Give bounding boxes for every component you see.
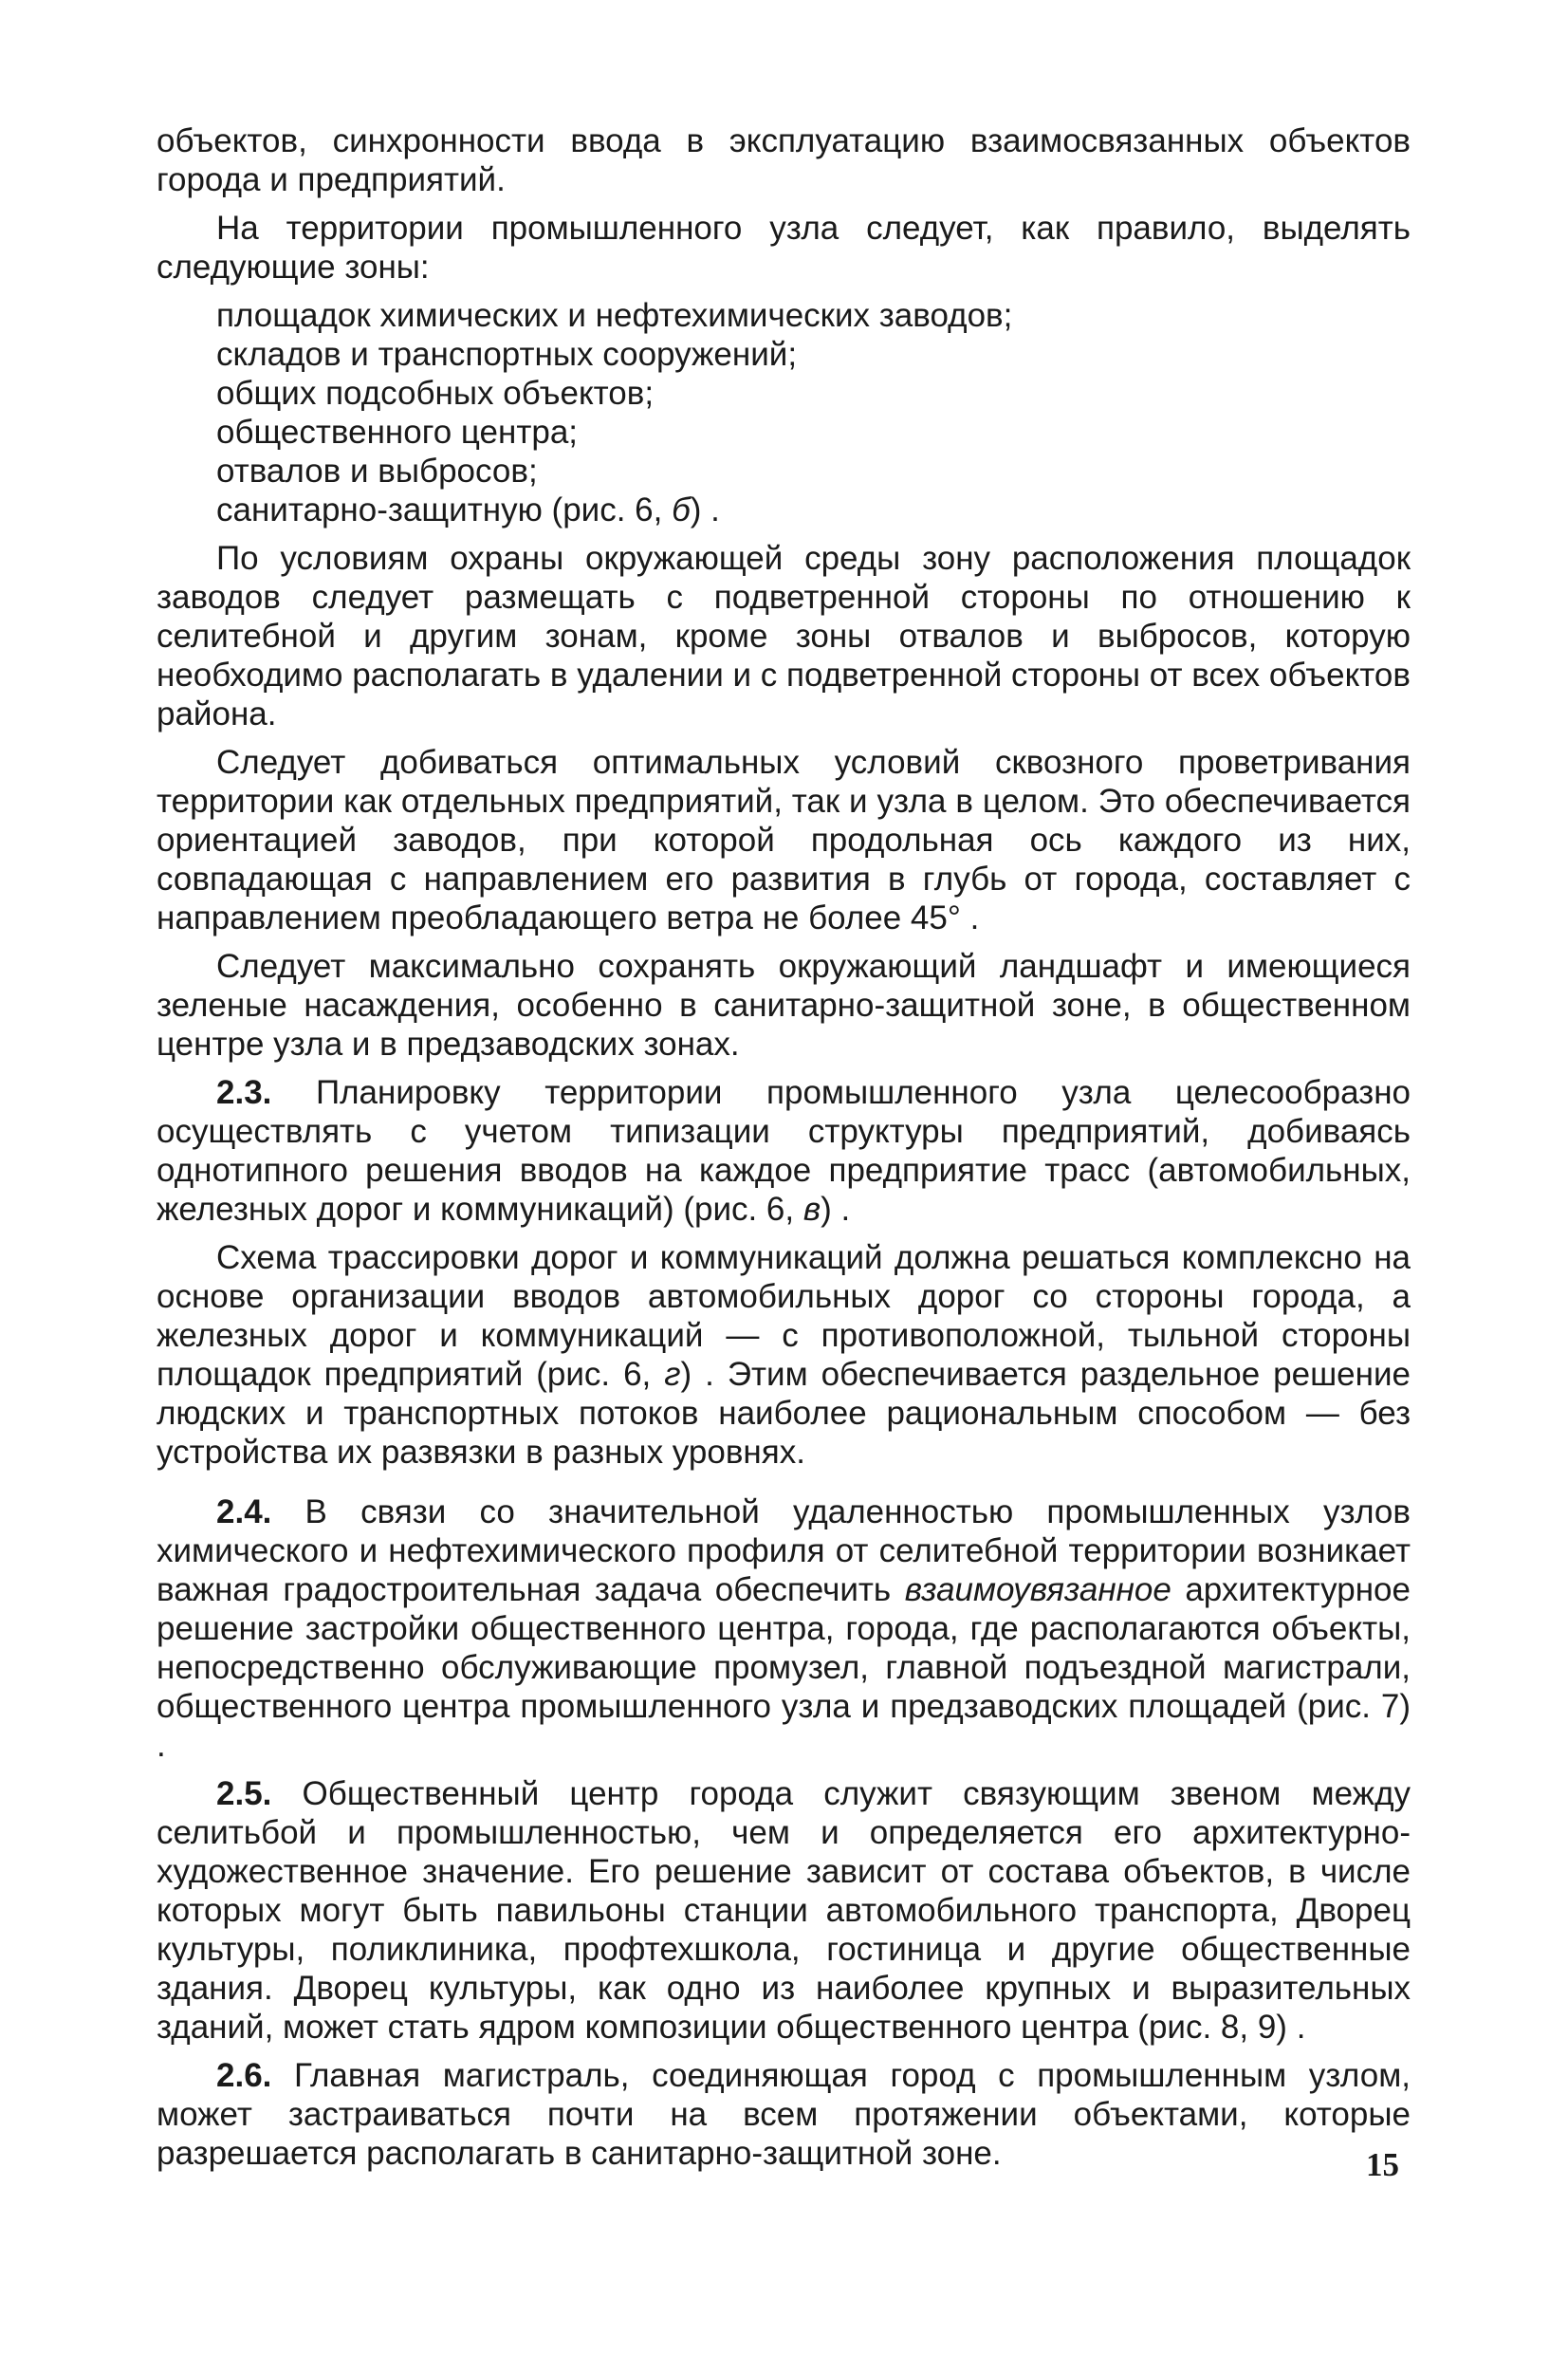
zone-item: отвалов и выбросов; — [216, 453, 538, 490]
section-2-4 — [157, 1492, 1411, 1765]
paragraph-landscape: Следует максимально сохранять окружающий ландшафт и имеющиеся зеленые насаждения, особенно в санитарно-защитной зоне, в общественном центре узла и в предзаводских зонах. — [157, 948, 1411, 1063]
section-2-6 — [157, 2056, 1411, 2173]
section-number: 2.6. — [216, 2057, 272, 2094]
figure-ref: в — [802, 1191, 821, 1228]
zone-item: складов и транспортных сооружений; — [216, 336, 798, 373]
zone-item-last — [216, 491, 1411, 529]
section-text: Главная магистраль, соединяющая город с промышленным узлом, может застраиваться почти на всем протяжении объектами, которые разрешается располагать в санитарно-защитной зоне. — [157, 2057, 1411, 2172]
section-number: 2.4. — [216, 1493, 272, 1530]
zone-last-text: санитарно-защитную (рис. 6, — [216, 491, 673, 528]
paragraph-zones-intro: На территории промышленного узла следует, как правило, выделять следующие зоны: — [157, 210, 1411, 286]
figure-ref: г — [664, 1356, 681, 1393]
emphasis: взаимоувязанное — [904, 1571, 1171, 1608]
paragraph-ventilation: Следует добиваться оптимальных условий сквозного проветривания территории как отдельных предприятий, так и узла в целом. Это обеспечивается ориентацией заводов, при которой продольная ось каждого из них, совпадающая с направлением его развития в глубь от города, составляет с направлением преобладающего ветра не более 45° . — [157, 744, 1411, 936]
zone-item: площадок химических и нефтехимических заводов; — [216, 297, 1013, 334]
section-text: В связи со значительной удаленностью промышленных узлов химического и нефтехимического профиля от селитебной территории возникает важная градостроительная задача обеспечить — [157, 1493, 1411, 1608]
zone-item: общих подсобных объектов; — [216, 375, 655, 412]
figure-ref: б — [672, 491, 691, 528]
page-number: 15 — [1366, 2146, 1399, 2183]
section-number: 2.5. — [216, 1775, 272, 1812]
section-text-end: ) . — [821, 1191, 851, 1228]
paragraph-text-end: ) . Этим обеспечивается раздельное решение людских и транспортных потоков наиболее рациональным способом — без устройства их развязки в разных уровнях. — [157, 1356, 1411, 1471]
section-text: Планировку территории промышленного узла целесообразно осуществлять с учетом типизации структуры предприятий, добиваясь однотипного решения вводов на каждое предприятие трасс (автомобильных, железных дорог и коммуникаций) (рис. 6, — [157, 1074, 1411, 1228]
section-number: 2.3. — [216, 1074, 272, 1111]
zones-list — [216, 296, 1411, 529]
page-body — [157, 121, 1411, 2182]
paragraph-text: Схема трассировки дорог и коммуникаций должна решаться комплексно на основе организации вводов автомобильных дорог со стороны города, а железных дорог и коммуникаций — с противоположной, тыльной стороны площадок предприятий (рис. 6, — [157, 1239, 1411, 1393]
section-text: Общественный центр города служит связующим звеном между селитьбой и промышленностью, чем и определяется его архитектурно-художественное значение. Его решение зависит от состава объектов, в числе которых могут быть павильоны станции автомобильного транспорта, Дворец культуры, поликлиника, профтехшкола, гостиница и другие общественные здания. Дворец культуры, как одно из наиболее крупных и выразительных зданий, может стать ядром композиции общественного центра (рис. 8, 9) . — [157, 1775, 1411, 2046]
section-text-end: архитектурное решение застройки общественного центра, города, где располагаются объекты, непосредственно обслуживающие промузел, главной подъездной магистрали, общественного центра промышленного узла и предзаводских площадей (рис. 7) . — [157, 1571, 1411, 1764]
paragraph-environment: По условиям охраны окружающей среды зону расположения площадок заводов следует размещать с подветренной стороны по отношению к селитебной и другим зонам, кроме зоны отвалов и выбросов, которую необходимо располагать в удалении и с подветренной стороны от всех объектов района. — [157, 540, 1411, 732]
section-2-5 — [157, 1774, 1411, 2047]
section-2-3 — [157, 1073, 1411, 1229]
paragraph-continuation: объектов, синхронности ввода в эксплуатацию взаимосвязанных объектов города и предприятий. — [157, 122, 1411, 198]
paragraph-routing — [157, 1238, 1411, 1472]
zone-last-end: ) . — [690, 491, 720, 528]
zone-item: общественного центра; — [216, 414, 579, 451]
